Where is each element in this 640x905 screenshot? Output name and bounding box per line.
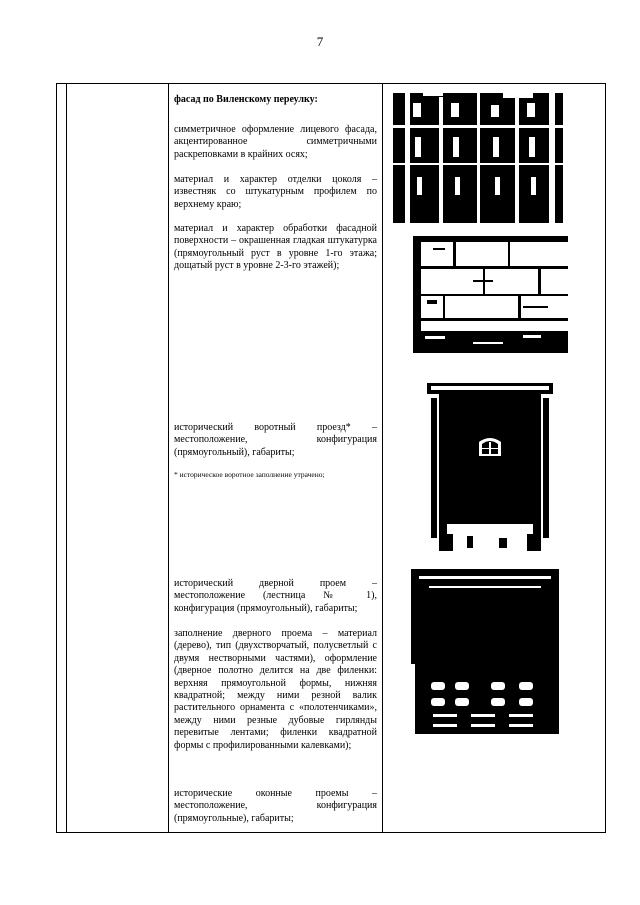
- table-cell-photos: [383, 84, 606, 833]
- list-item: материал и характер обработки фасадной поверхности – окрашенная гладкая штукатурка (прямоугольный руст в уровне 1-го этажа; дощатый руст в уровне 2-3-го этажей);: [174, 223, 377, 272]
- page-number: 7: [316, 34, 324, 49]
- list-item: исторический воротный проезд* – местоположение, конфигурация (прямоугольный), габариты;: [174, 422, 377, 458]
- list-item: исторические оконные проемы – местоположение, конфигурация (прямоугольные), габариты;: [174, 788, 377, 824]
- footnote: * историческое воротное заполнение утрачено;: [174, 470, 325, 479]
- section-heading: фасад по Виленскому переулку:: [174, 94, 318, 105]
- list-item: симметричное оформление лицевого фасада, акцентированное симметричными раскреповками в крайних осях;: [174, 124, 377, 160]
- protection-subject-table: [56, 83, 606, 833]
- door-photo: [411, 564, 559, 749]
- list-item: исторический дверной проем – местоположение (лестница № 1), конфигурация (прямоугольный), габариты;: [174, 578, 377, 614]
- gate-passage-photo: [427, 376, 553, 551]
- list-item: заполнение дверного проема – материал (дерево), тип (двухстворчатый, полусветлый с двумя нестворными частями), оформление (дверное полотно делится на две филенки: верхняя прямоугольной формы, нижняя квадратной; между ними резной валик растительного орнамента с «полотенчиками», между ними резные дубовые гирлянды перевитые лентами; филенки квадратной формы с профилированными калевками);: [174, 628, 377, 751]
- table-row: [57, 84, 606, 833]
- table-cell-description: [169, 84, 383, 833]
- list-item: материал и характер отделки цоколя – известняк со штукатурным профилем по верхнему краю;: [174, 174, 377, 210]
- plinth-texture-photo: [413, 236, 568, 353]
- table-cell-number: [57, 84, 67, 833]
- table-cell-category: [67, 84, 169, 833]
- facade-photo: [393, 93, 563, 223]
